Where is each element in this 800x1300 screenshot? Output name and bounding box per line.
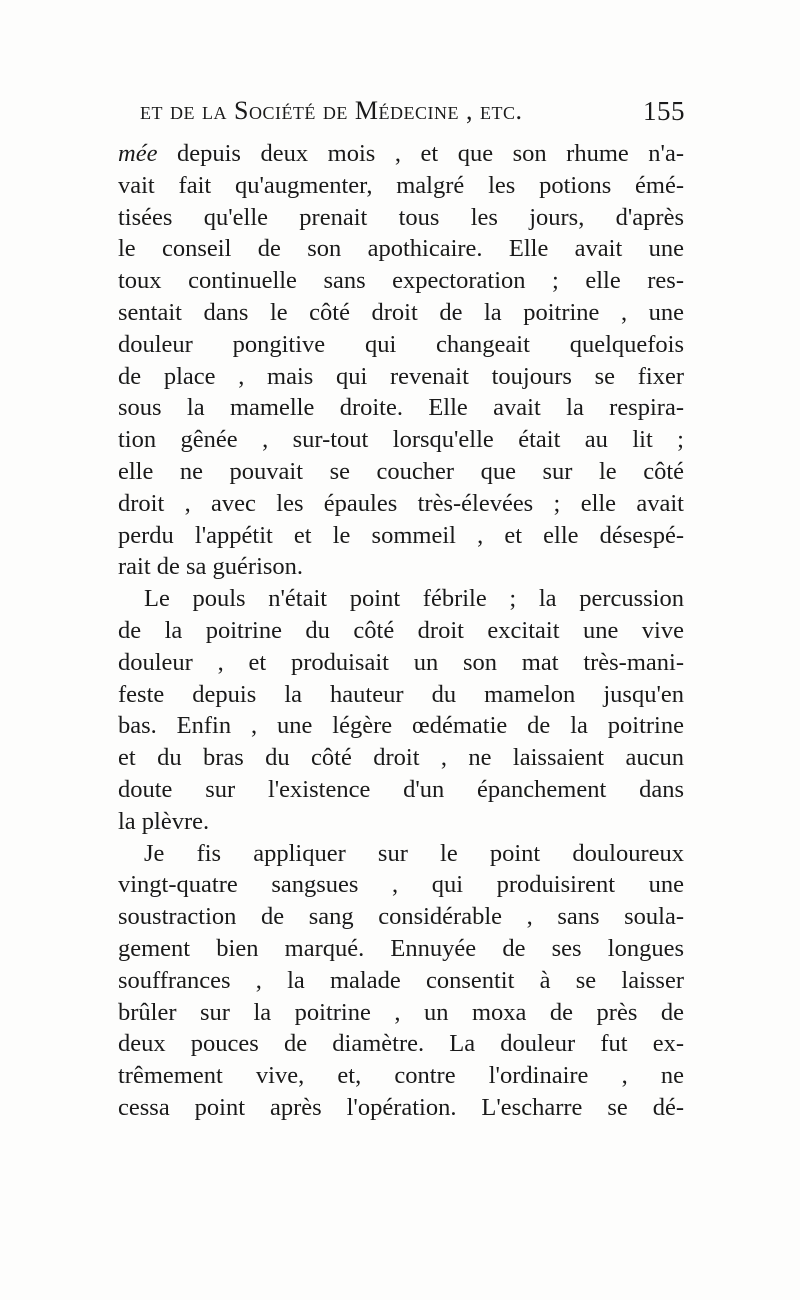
text-line-11: elle ne pouvait se coucher que sur le côté xyxy=(118,457,684,485)
text-line-28: brûler sur la poitrine , un moxa de près de xyxy=(118,998,684,1026)
text-line-3: tisées qu'elle prenait tous les jours, d'après xyxy=(118,203,684,231)
text-line-8: de place , mais qui revenait toujours se fixer xyxy=(118,362,684,390)
text-line-19: bas. Enfin , une légère œdématie de la poitrine xyxy=(118,712,684,740)
italic-word: mée xyxy=(118,140,158,167)
text-line-6: sentait dans le côté droit de la poitrine , une xyxy=(118,298,684,326)
text-line-17: douleur , et produisait un son mat très-mani- xyxy=(118,648,684,676)
text-line-10: tion gênée , sur-tout lorsqu'elle était au lit ; xyxy=(118,426,684,454)
text-line-4: le conseil de son apothicaire. Elle avait une xyxy=(118,235,684,263)
text-line-29: deux pouces de diamètre. La douleur fut ex- xyxy=(118,1030,684,1058)
text-line-18: feste depuis la hauteur du mamelon jusqu'en xyxy=(118,680,684,708)
text-line-7: douleur pongitive qui changeait quelquefois xyxy=(118,330,684,358)
text-line-2: vait fait qu'augmenter, malgré les potions émé- xyxy=(118,171,684,199)
body-text xyxy=(118,138,684,1124)
text-line-26: gement bien marqué. Ennuyée de ses longues xyxy=(118,934,684,962)
text-line-22: la plèvre. xyxy=(118,807,210,835)
line-text: depuis deux mois , et que son rhume n'a- xyxy=(157,140,684,167)
text-line-9: sous la mamelle droite. Elle avait la respira- xyxy=(118,394,684,422)
running-head-title: et de la Société de Médecine , etc. xyxy=(140,96,523,125)
text-line-21: doute sur l'existence d'un épanchement dans xyxy=(118,775,684,803)
text-line-27: souffrances , la malade consentit à se laisser xyxy=(118,966,684,994)
text-line-12: droit , avec les épaules très-élevées ; elle avait xyxy=(118,489,684,517)
text-line-14: rait de sa guérison. xyxy=(118,553,304,581)
page-number: 155 xyxy=(643,96,685,126)
text-line-13: perdu l'appétit et le sommeil , et elle désespé- xyxy=(118,521,684,549)
text-line-31: cessa point après l'opération. L'escharre se dé- xyxy=(118,1093,684,1121)
text-line-16: de la poitrine du côté droit excitait une vive xyxy=(118,616,684,644)
text-line-30: trêmement vive, et, contre l'ordinaire , ne xyxy=(118,1062,684,1090)
running-head xyxy=(140,96,685,132)
text-line-25: soustraction de sang considérable , sans soula- xyxy=(118,903,684,931)
text-line-24: vingt-quatre sangsues , qui produisirent une xyxy=(118,871,684,899)
text-line-15: Le pouls n'était point fébrile ; la percussion xyxy=(144,585,684,613)
text-line-5: toux continuelle sans expectoration ; elle res- xyxy=(118,267,684,295)
text-line-20: et du bras du côté droit , ne laissaient aucun xyxy=(118,744,684,772)
text-line-23: Je fis appliquer sur le point douloureux xyxy=(144,839,684,867)
text-line-1 xyxy=(118,138,684,170)
